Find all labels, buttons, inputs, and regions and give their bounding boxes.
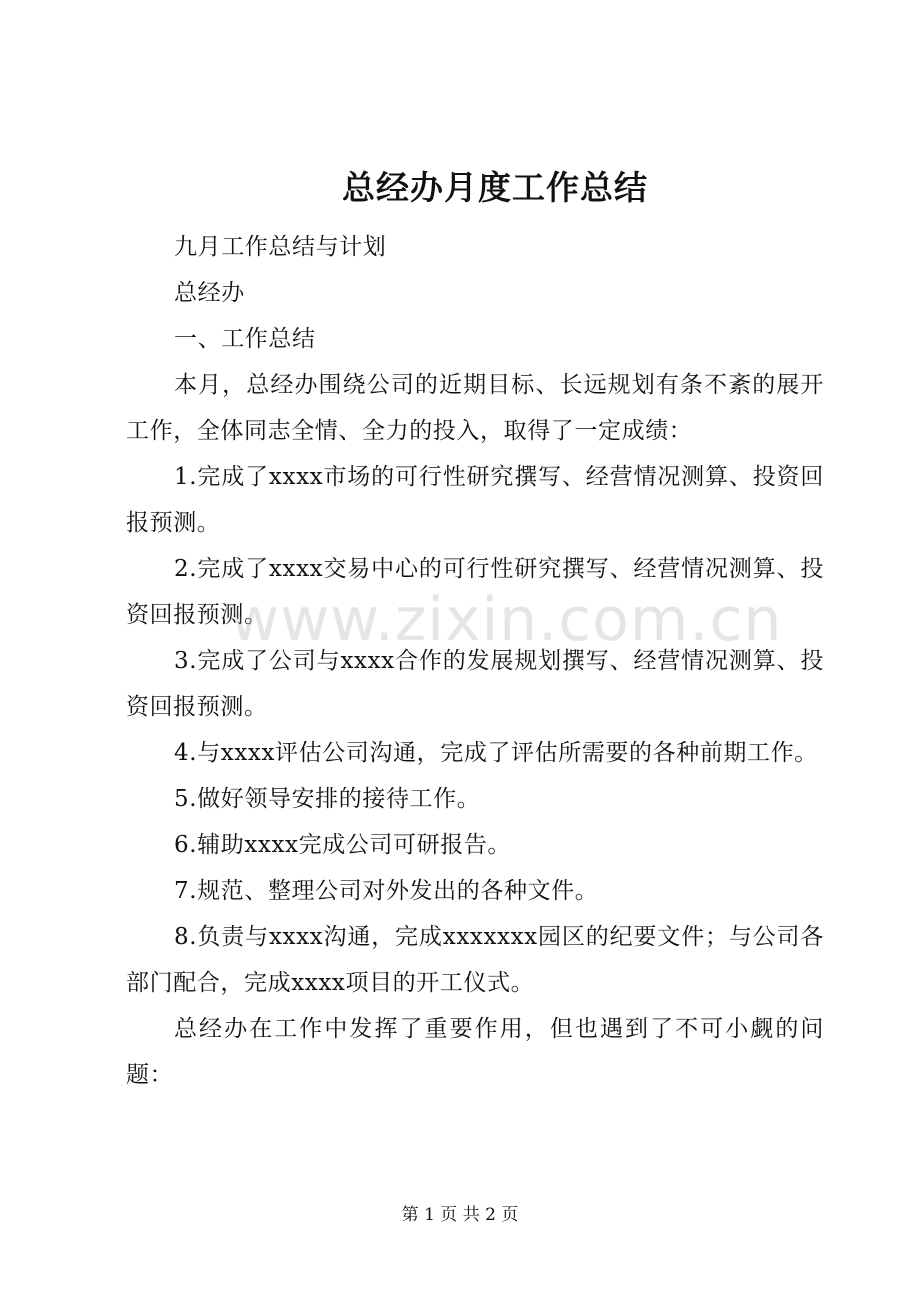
list-item-5: 5.做好领导安排的接待工作。 [174, 786, 481, 812]
list-item-4: 4.与xxxx评估公司沟通，完成了评估所需要的各种前期工作。 [174, 740, 818, 766]
paragraph-subtitle: 九月工作总结与计划 [174, 234, 387, 260]
list-item-8: 8.负责与xxxx沟通，完成xxxxxxx园区的纪要文件；与公司各部门配合，完成xxxx项目的开工仪式。 [126, 924, 824, 996]
list-item-6: 6.辅助xxxx完成公司可研报告。 [174, 832, 512, 858]
paragraph-intro: 本月，总经办围绕公司的近期目标、长远规划有条不紊的展开工作，全体同志全情、全力的投入，取得了一定成绩： [126, 372, 824, 444]
paragraph-problems: 总经办在工作中发挥了重要作用，但也遇到了不可小觑的问题： [126, 1016, 824, 1088]
page-footer: 第 1 页 共 2 页 [401, 1205, 519, 1225]
paragraph-department: 总经办 [174, 280, 245, 306]
watermark: www.zixin.com.cn [230, 585, 783, 655]
list-item-3: 3.完成了公司与xxxx合作的发展规划撰写、经营情况测算、投资回报预测。 [126, 648, 824, 720]
list-item-7: 7.规范、整理公司对外发出的各种文件。 [174, 878, 599, 904]
list-item-2: 2.完成了xxxx交易中心的可行性研究撰写、经营情况测算、投资回报预测。 [126, 556, 824, 628]
list-item-1: 1.完成了xxxx市场的可行性研究撰写、经营情况测算、投资回报预测。 [126, 464, 824, 536]
section-heading-work-summary: 一、工作总结 [174, 326, 316, 352]
document-title: 总经办月度工作总结 [342, 168, 648, 207]
